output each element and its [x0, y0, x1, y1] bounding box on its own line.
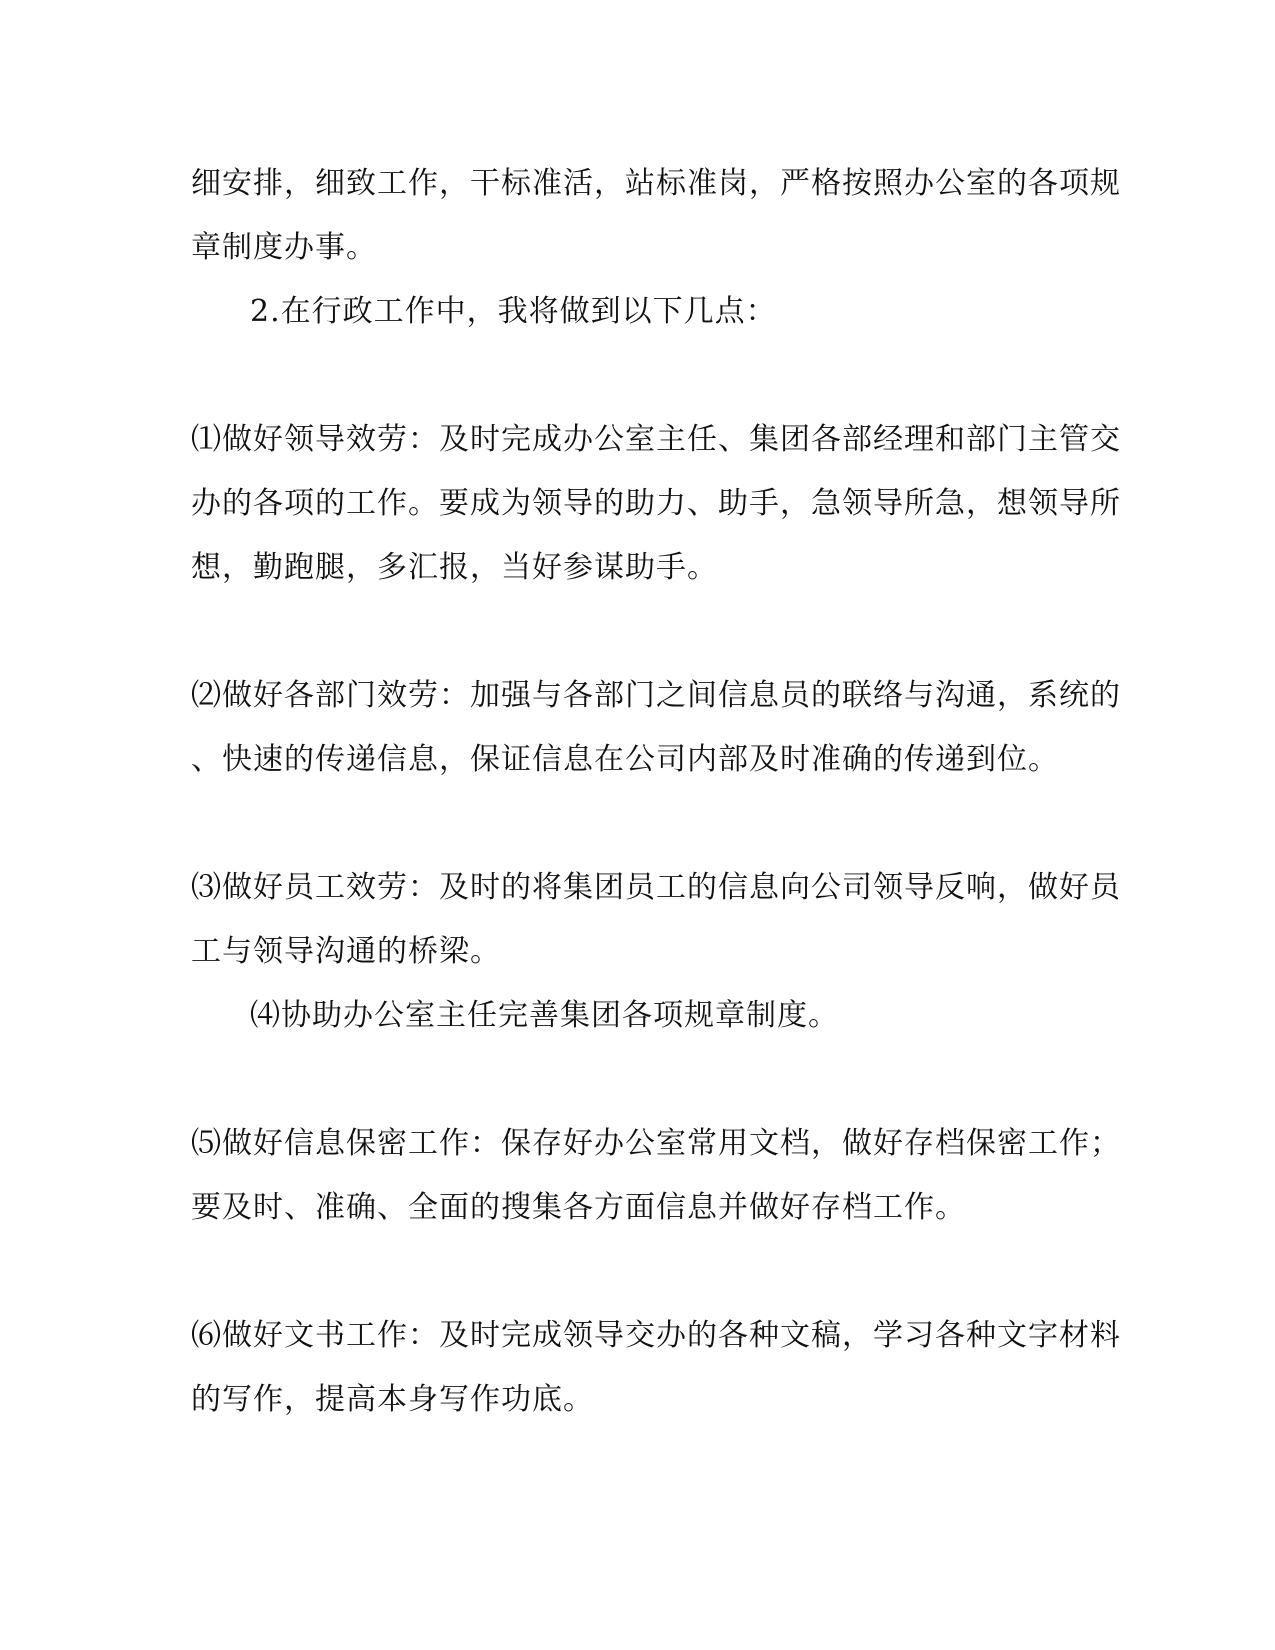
text-line: ⑸做好信息保密工作：保存好办公室常用文档，做好存档保密工作； — [191, 1126, 1121, 1161]
text-line: 2.在行政工作中，我将做到以下几点： — [250, 294, 777, 329]
text-line: ⑷协助办公室主任完善集团各项规章制度。 — [250, 998, 839, 1033]
text-line: 办的各项的工作。要成为领导的助力、助手，急领导所急，想领导所 — [191, 486, 1121, 521]
text-line: 细安排，细致工作，干标准活，站标准岗，严格按照办公室的各项规 — [191, 166, 1121, 201]
text-line: 的写作，提高本身写作功底。 — [191, 1382, 594, 1417]
text-line: ⑹做好文书工作：及时完成领导交办的各种文稿，学习各种文字材料 — [191, 1318, 1121, 1353]
text-line: 工与领导沟通的桥梁。 — [191, 934, 501, 969]
text-line: ⑶做好员工效劳：及时的将集团员工的信息向公司领导反响，做好员 — [191, 870, 1121, 905]
text-line: 要及时、准确、全面的搜集各方面信息并做好存档工作。 — [191, 1190, 966, 1225]
text-line: ⑵做好各部门效劳：加强与各部门之间信息员的联络与沟通，系统的 — [191, 678, 1121, 713]
text-line: 、快速的传递信息，保证信息在公司内部及时准确的传递到位。 — [191, 742, 1059, 777]
text-line: 章制度办事。 — [191, 230, 377, 265]
text-line: 想，勤跑腿，多汇报，当好参谋助手。 — [191, 550, 718, 585]
text-line: ⑴做好领导效劳：及时完成办公室主任、集团各部经理和部门主管交 — [191, 422, 1121, 457]
